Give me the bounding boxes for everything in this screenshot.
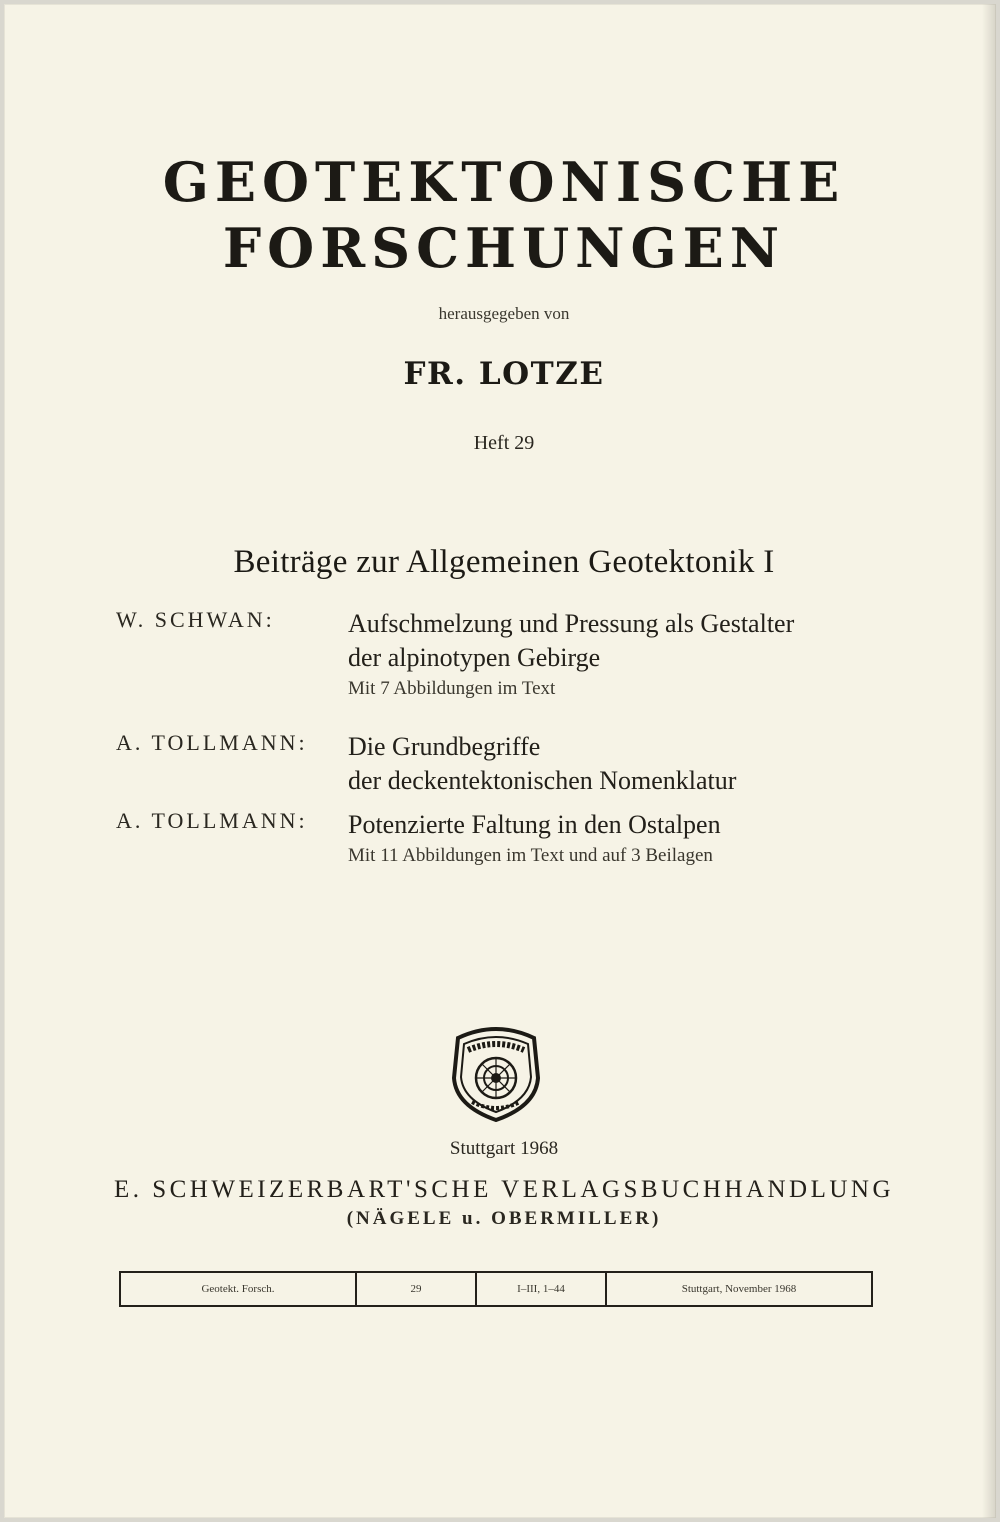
publisher-seal-icon xyxy=(444,1022,548,1122)
issue-number: Heft 29 xyxy=(473,432,535,454)
publisher-subtitle: (NÄGELE u. OBERMILLER) xyxy=(346,1208,662,1229)
contribution-work xyxy=(348,808,888,870)
city-year: Stuttgart 1968 xyxy=(449,1138,559,1159)
contribution-note: Mit 7 Abbildungen im Text xyxy=(348,678,556,699)
editor-label: herausgegeben von xyxy=(438,304,570,323)
title-line-2: FORSCHUNGEN xyxy=(222,216,786,280)
contribution-title-line: der alpinotypen Gebirge xyxy=(348,643,601,672)
contribution-title-line: der deckentektonischen Nomenklatur xyxy=(348,766,737,795)
citation-table xyxy=(119,1271,873,1307)
citation-cell-pages: I–III, 1–44 xyxy=(477,1273,607,1305)
contribution-author: A. TOLLMANN: xyxy=(116,730,308,755)
citation-cell-date: Stuttgart, November 1968 xyxy=(681,1283,797,1295)
contribution-note: Mit 11 Abbildungen im Text und auf 3 Beilagen xyxy=(348,845,713,866)
contribution-work xyxy=(348,607,888,703)
series-title: Beiträge zur Allgemeinen Geotektonik I xyxy=(233,544,775,580)
citation-cell-issue: 29 xyxy=(357,1273,477,1305)
contribution-title-line: Potenzierte Faltung in den Ostalpen xyxy=(348,810,721,839)
contribution-work xyxy=(348,730,888,798)
contribution-title-line: Die Grundbegriffe xyxy=(348,732,541,761)
contribution-title-line: Aufschmelzung und Pressung als Gestalter xyxy=(348,609,795,638)
contribution-author: W. SCHWAN: xyxy=(116,607,275,632)
title-line-1: GEOTEKTONISCHE xyxy=(162,150,846,214)
contribution-author: A. TOLLMANN: xyxy=(116,808,308,833)
citation-cell-journal: Geotekt. Forsch. xyxy=(121,1273,357,1305)
editor-name: FR. LOTZE xyxy=(403,356,605,392)
publisher-name: E. SCHWEIZERBART'SCHE VERLAGSBUCHHANDLUNG xyxy=(113,1176,895,1203)
